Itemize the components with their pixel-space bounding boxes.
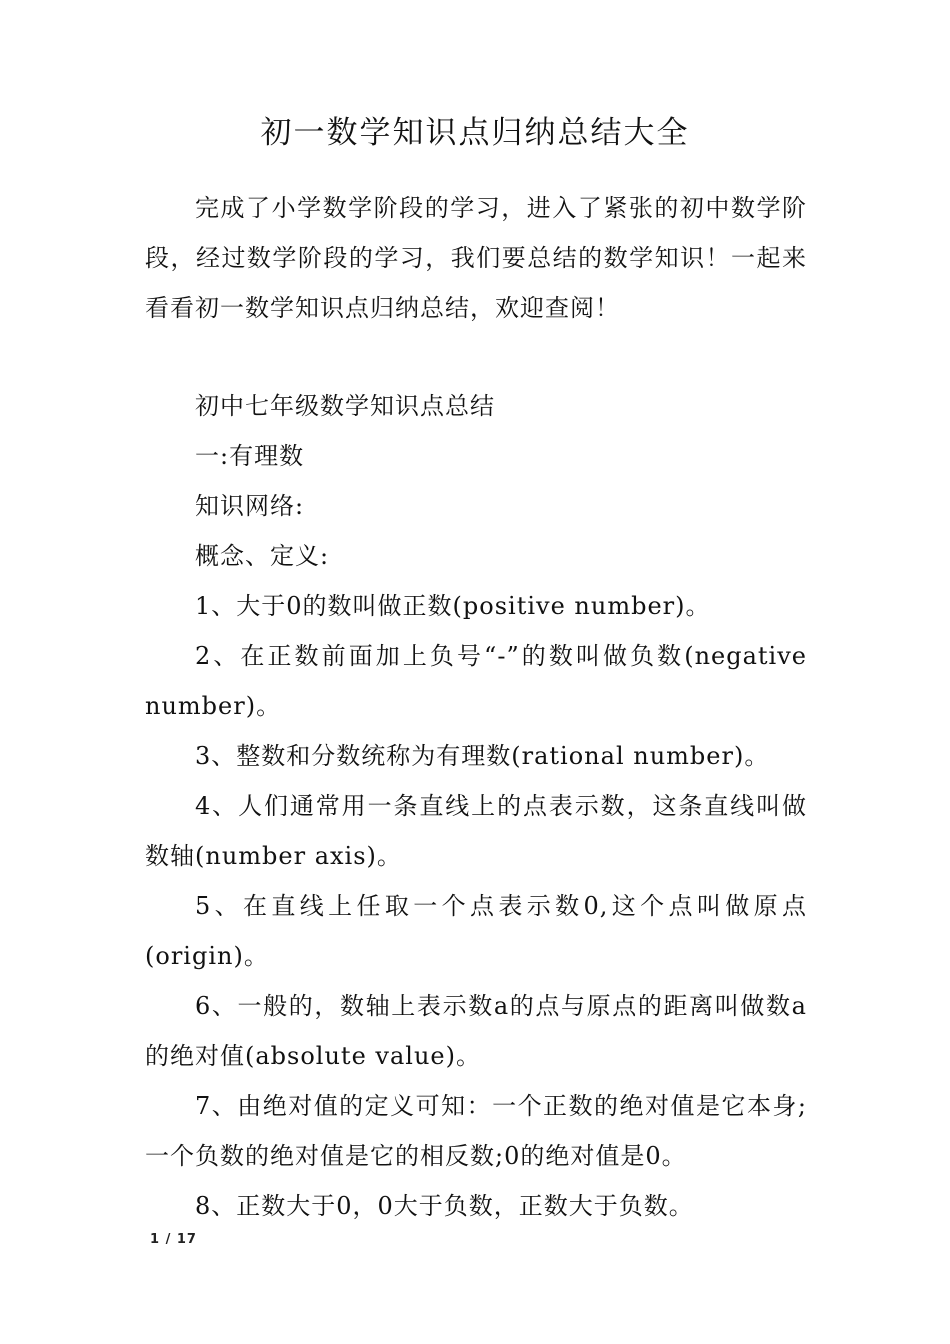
definition-item: 5、在直线上任取一个点表示数0,这个点叫做原点(origin)。 [145,892,807,970]
definition-item: 3、整数和分数统称为有理数(rational number)。 [195,742,770,770]
chapter-heading: 一:有理数 [195,442,305,470]
subheading-definitions: 概念、定义: [195,542,330,570]
intro-paragraph: 完成了小学数学阶段的学习，进入了紧张的初中数学阶段，经过数学阶段的学习，我们要总结的数学知识！一起来看看初一数学知识点归纳总结，欢迎查阅！ [145,194,807,322]
definition-item: 2、在正数前面加上负号“-”的数叫做负数(negative number)。 [145,642,807,720]
definition-item: 7、由绝对值的定义可知：一个正数的绝对值是它本身;一个负数的绝对值是它的相反数;0的绝对值是0。 [145,1092,807,1170]
document-body [145,381,807,1231]
definition-item: 6、一般的，数轴上表示数a的点与原点的距离叫做数a的绝对值(absolute value)。 [145,992,807,1070]
definition-item: 4、人们通常用一条直线上的点表示数，这条直线叫做数轴(number axis)。 [145,792,807,870]
subheading-knowledge-network: 知识网络: [195,492,305,520]
page-number: 1 / 17 [150,1232,197,1247]
section-heading: 初中七年级数学知识点总结 [195,392,495,420]
definition-item: 1、大于0的数叫做正数(positive number)。 [195,592,711,620]
document-title: 初一数学知识点归纳总结大全 [260,115,690,151]
definition-item: 8、正数大于0，0大于负数，正数大于负数。 [195,1192,694,1220]
